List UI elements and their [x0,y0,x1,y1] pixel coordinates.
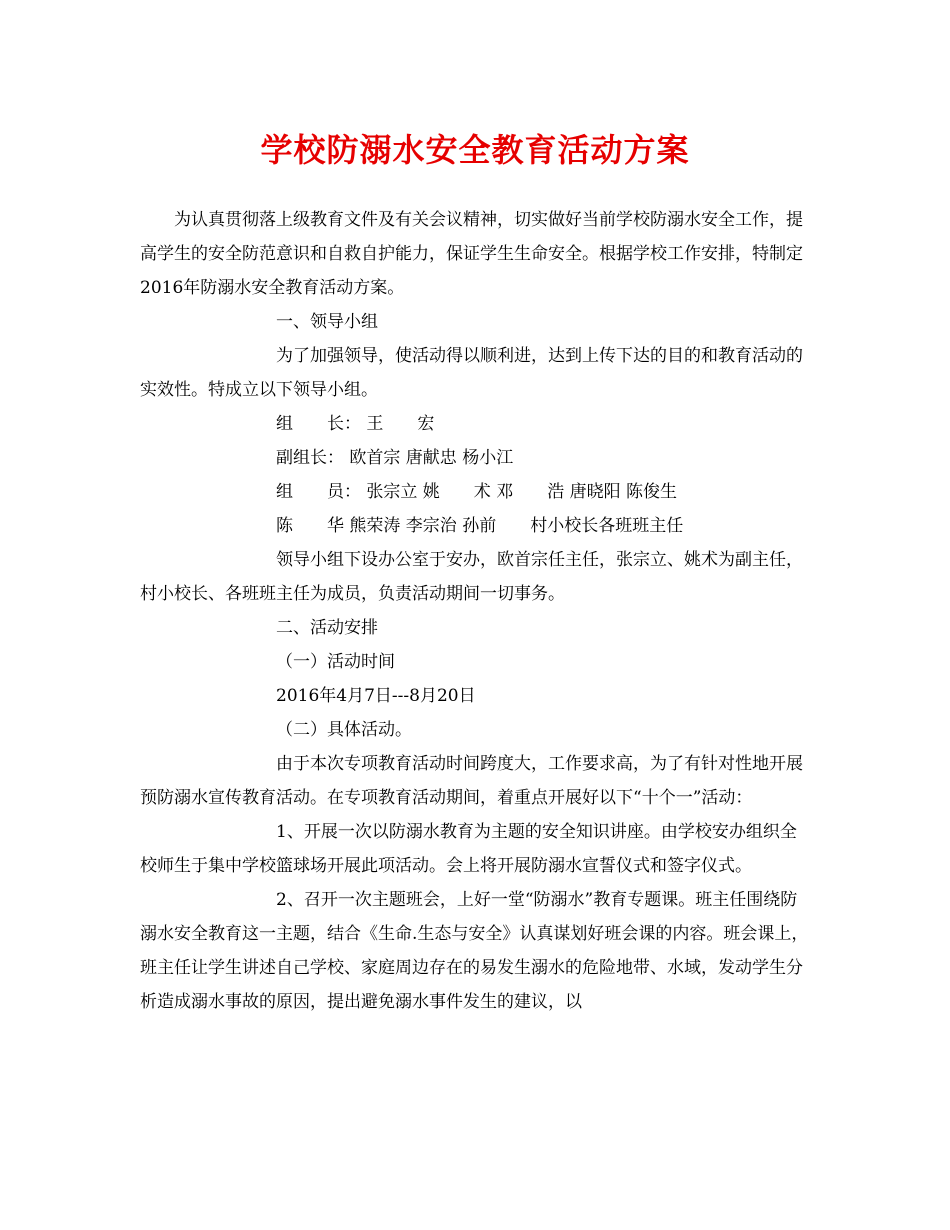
document-body [140,203,812,1019]
members-line-2: 陈 华 熊荣涛 李宗治 孙前 村小校长各班班主任 [276,516,684,536]
subheading-activity-time: （一）活动时间 [276,652,395,672]
office-paragraph: 领导小组下设办公室于安办，欧首宗任主任，张宗立、姚术为副主任，村小校长、各班班主任为成员，负责活动期间一切事务。 [140,550,803,604]
activity-item-2: 2、召开一次主题班会，上好一堂“防溺水”教育专题课。班主任围绕防溺水安全教育这一主题，结合《生命.生态与安全》认真谋划好班会课的内容。班会课上，班主任让学生讲述自己学校、家庭周边存在的易发生溺水的危险地带、水域，发动学生分析造成溺水事故的原因，提出避免溺水事件发生的建议，以 [140,890,809,1012]
activities-intro-paragraph: 由于本次专项教育活动时间跨度大，工作要求高，为了有针对性地开展预防溺水宣传教育活动。在专项教育活动期间，着重点开展好以下“十个一”活动： [140,754,803,808]
leadership-paragraph: 为了加强领导，使活动得以顺利进，达到上传下达的目的和教育活动的实效性。特成立以下领导小组。 [140,346,803,400]
document-title: 学校防溺水安全教育活动方案 [260,131,690,169]
activity-item-1: 1、开展一次以防溺水教育为主题的安全知识讲座。由学校安办组织全校师生于集中学校篮球场开展此项活动。会上将开展防溺水宣誓仪式和签字仪式。 [140,822,797,876]
subheading-specific-activities: （二）具体活动。 [276,720,412,740]
leader-line: 组 长： 王 宏 [276,414,435,434]
deputy-leader-line: 副组长： 欧首宗 唐献忠 杨小江 [276,448,514,468]
intro-paragraph: 为认真贯彻落上级教育文件及有关会议精神，切实做好当前学校防溺水安全工作，提高学生的安全防范意识和自救自护能力，保证学生生命安全。根据学校工作安排，特制定2016年防溺水安全教育活动方案。 [140,210,803,298]
section-heading-arrangement: 二、活动安排 [276,618,378,638]
section-heading-leadership: 一、领导小组 [276,312,378,332]
activity-date-range: 2016年4月7日---8月20日 [276,686,476,706]
members-line-1: 组 员： 张宗立 姚 术 邓 浩 唐晓阳 陈俊生 [276,482,678,502]
